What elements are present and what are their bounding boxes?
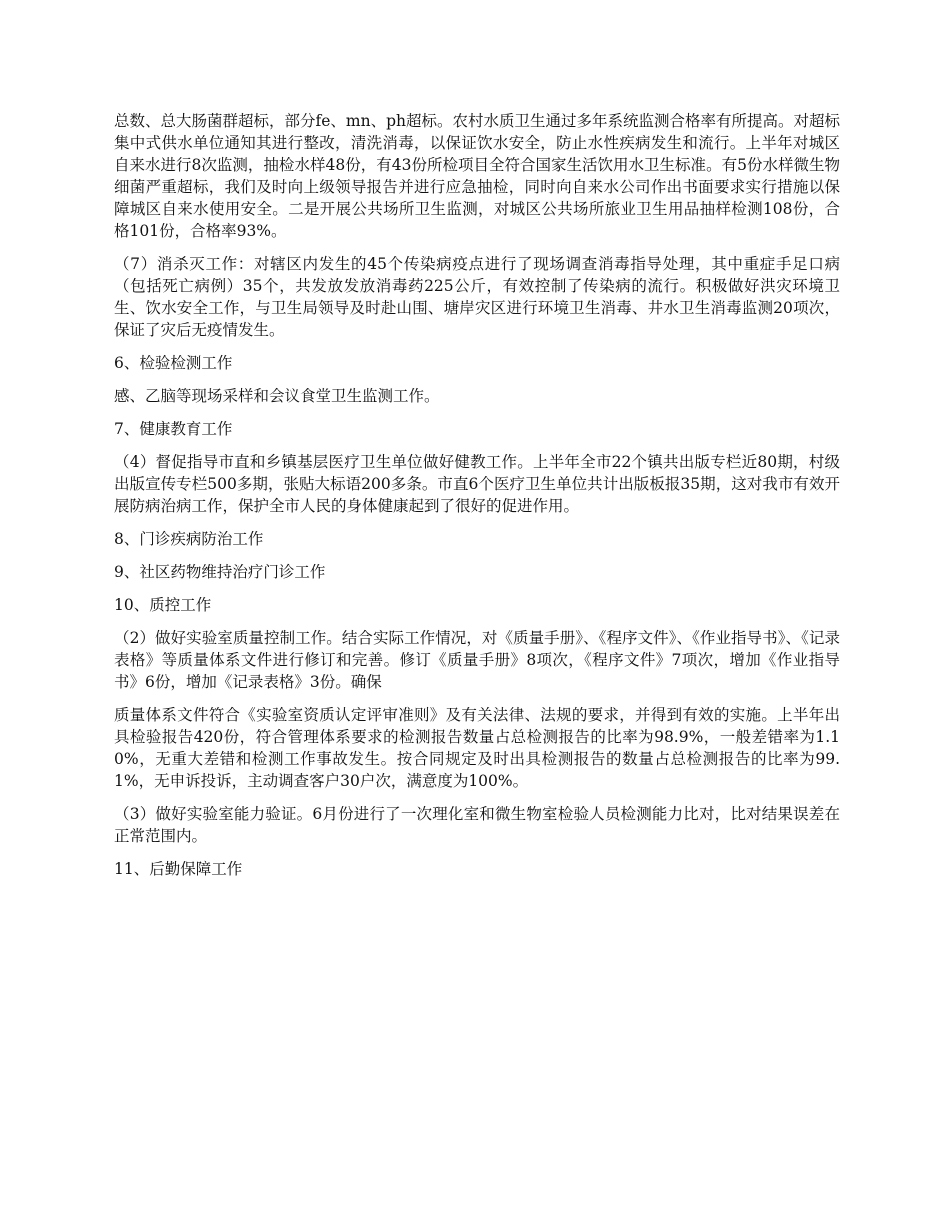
paragraph-quality-system: 质量体系文件符合《实验室资质认定评审准则》及有关法律、法规的要求，并得到有效的实施。上半年出具检验报告420份，符合管理体系要求的检测报告数量占总检测报告的比率为98.9%，一般差错率为1.10%，无重大差错和检测工作事故发生。按合同规定及时出具检测报告的数量占总检测报告的比率为99.1%，无申诉投诉，主动调查客户30户次，满意度为100%。	[114, 706, 840, 790]
paragraph-proficiency: （3）做好实验室能力验证。6月份进行了一次理化室和微生物室检验人员检测能力比对，比对结果误差在正常范围内。	[114, 805, 840, 845]
heading-community-clinic: 9、社区药物维持治疗门诊工作	[114, 563, 326, 581]
heading-quality-control: 10、质控工作	[114, 596, 212, 614]
document-body	[114, 110, 840, 891]
paragraph-lab-quality: （2）做好实验室质量控制工作。结合实际工作情况，对《质量手册》、《程序文件》、《作业指导书》、《记录表格》等质量体系文件进行修订和完善。修订《质量手册》8项次，《程序文件》7项次，增加《作业指导书》6份，增加《记录表格》3份。确保	[114, 629, 840, 691]
heading-outpatient: 8、门诊疾病防治工作	[114, 530, 264, 548]
paragraph-water-quality: 总数、总大肠菌群超标，部分fe、mn、ph超标。农村水质卫生通过多年系统监测合格率有所提高。对超标集中式供水单位通知其进行整改，清洗消毒，以保证饮水安全，防止水性疾病发生和流行。上半年对城区自来水进行8次监测，抽检水样48份，有43份所检项目全符合国家生活饮用水卫生标准。有5份水样微生物细菌严重超标，我们及时向上级领导报告并进行应急抽检，同时向自来水公司作出书面要求实行措施以保障城区自来水使用安全。二是开展公共场所卫生监测，对城区公共场所旅业卫生用品抽样检测108份，合格101份，合格率93%。	[114, 112, 840, 240]
heading-testing: 6、检验检测工作	[114, 354, 233, 372]
heading-logistics: 11、后勤保障工作	[114, 860, 243, 878]
paragraph-health-education: （4）督促指导市直和乡镇基层医疗卫生单位做好健教工作。上半年全市22个镇共出版专栏近80期，村级出版宣传专栏500多期，张贴大标语200多条。市直6个医疗卫生单位共计出版板报35期，这对我市有效开展防病治病工作，保护全市人民的身体健康起到了很好的促进作用。	[114, 453, 840, 515]
heading-health-education: 7、健康教育工作	[114, 420, 233, 438]
paragraph-sampling: 感、乙脑等现场采样和会议食堂卫生监测工作。	[114, 387, 440, 405]
paragraph-disinfection: （7）消杀灭工作：对辖区内发生的45个传染病疫点进行了现场调查消毒指导处理，其中重症手足口病（包括死亡病例）35个，共发放发放消毒药225公斤，有效控制了传染病的流行。积极做好洪灾环境卫生、饮水安全工作，与卫生局领导及时赴山围、塘岸灾区进行环境卫生消毒、井水卫生消毒监测20项次，保证了灾后无疫情发生。	[114, 255, 840, 339]
